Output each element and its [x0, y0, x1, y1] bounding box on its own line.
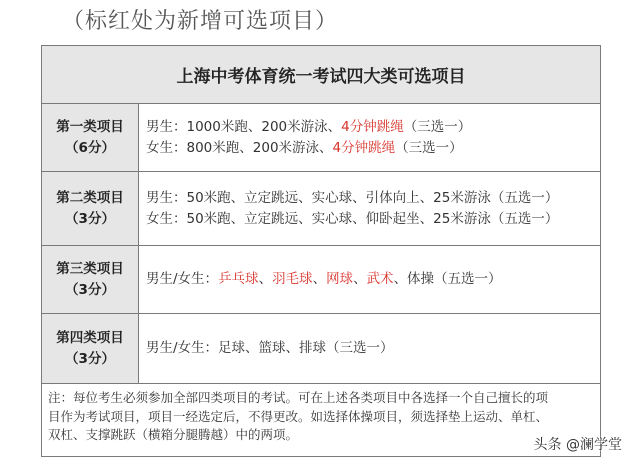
watermark: 头条 @澜学堂	[533, 437, 622, 453]
category-cell	[42, 104, 139, 171]
table-row-category-4	[42, 314, 600, 384]
new-item-highlight: 4分钟跳绳	[341, 118, 404, 135]
all-items-line	[146, 269, 600, 290]
table-title: 上海中考体育统一考试四大类可选项目	[42, 46, 600, 104]
line-text: 男生：1000米跑、200米游泳、	[146, 118, 342, 135]
separator: 、	[258, 271, 273, 287]
table-row-category-1	[42, 104, 600, 172]
separator: 、	[312, 271, 327, 287]
line-text: 女生：800米跑、200米游泳、	[146, 139, 333, 156]
sports-exam-table	[41, 45, 601, 457]
caption: （标红处为新增可选项目）	[62, 9, 339, 34]
note-line: 注：每位考生必须参加全部四类项目的考试。可在上述各类项目中各选择一个自己擅长的项	[48, 390, 549, 405]
line-text: 男生/女生：	[146, 271, 219, 287]
new-item-highlight: 乒乓球	[218, 271, 259, 287]
separator: 、	[353, 271, 367, 287]
category-points: （3分）	[65, 210, 115, 227]
items-cell	[139, 104, 600, 171]
items-cell	[139, 172, 600, 245]
note-line: 目作为考试项目，项目一经选定后，不得更改。如选择体操项目，须选择垫上运动、单杠、	[48, 408, 549, 424]
new-item-highlight: 武术	[366, 271, 394, 287]
category-points: （3分）	[65, 350, 115, 367]
male-items-line: 男生：50米跑、立定跳远、实心球、引体向上、25米游泳（五选一）	[146, 189, 559, 206]
note-line: 双杠、支撑跳跃（横箱分腿腾越）中的两项。	[48, 427, 299, 442]
category-label: 第四类项目	[56, 329, 124, 346]
new-item-highlight: 4分钟跳绳	[332, 139, 396, 156]
category-cell	[42, 314, 139, 383]
male-items-line	[146, 117, 600, 138]
items-cell	[139, 314, 600, 383]
line-suffix: （三选一）	[395, 139, 463, 156]
table-row-category-2	[42, 172, 600, 246]
female-items-line	[146, 138, 600, 159]
category-points: （6分）	[65, 139, 115, 156]
category-label: 第二类项目	[56, 189, 124, 206]
category-label: 第三类项目	[56, 260, 124, 277]
category-cell	[42, 172, 139, 245]
items-cell	[139, 246, 600, 313]
table-note	[42, 384, 600, 445]
new-item-highlight: 羽毛球	[272, 271, 313, 287]
line-suffix: （三选一）	[403, 118, 472, 135]
table-row-category-3	[42, 246, 600, 314]
category-label: 第一类项目	[56, 118, 124, 135]
category-points: （3分）	[65, 281, 115, 298]
line-suffix: 、体操（五选一）	[393, 271, 502, 287]
category-cell	[42, 246, 139, 313]
all-items-line: 男生/女生：足球、篮球、排球（三选一）	[146, 340, 394, 356]
female-items-line: 女生：50米跑、立定跳远、实心球、仰卧起坐、25米游泳（五选一）	[146, 210, 559, 227]
new-item-highlight: 网球	[326, 271, 354, 287]
